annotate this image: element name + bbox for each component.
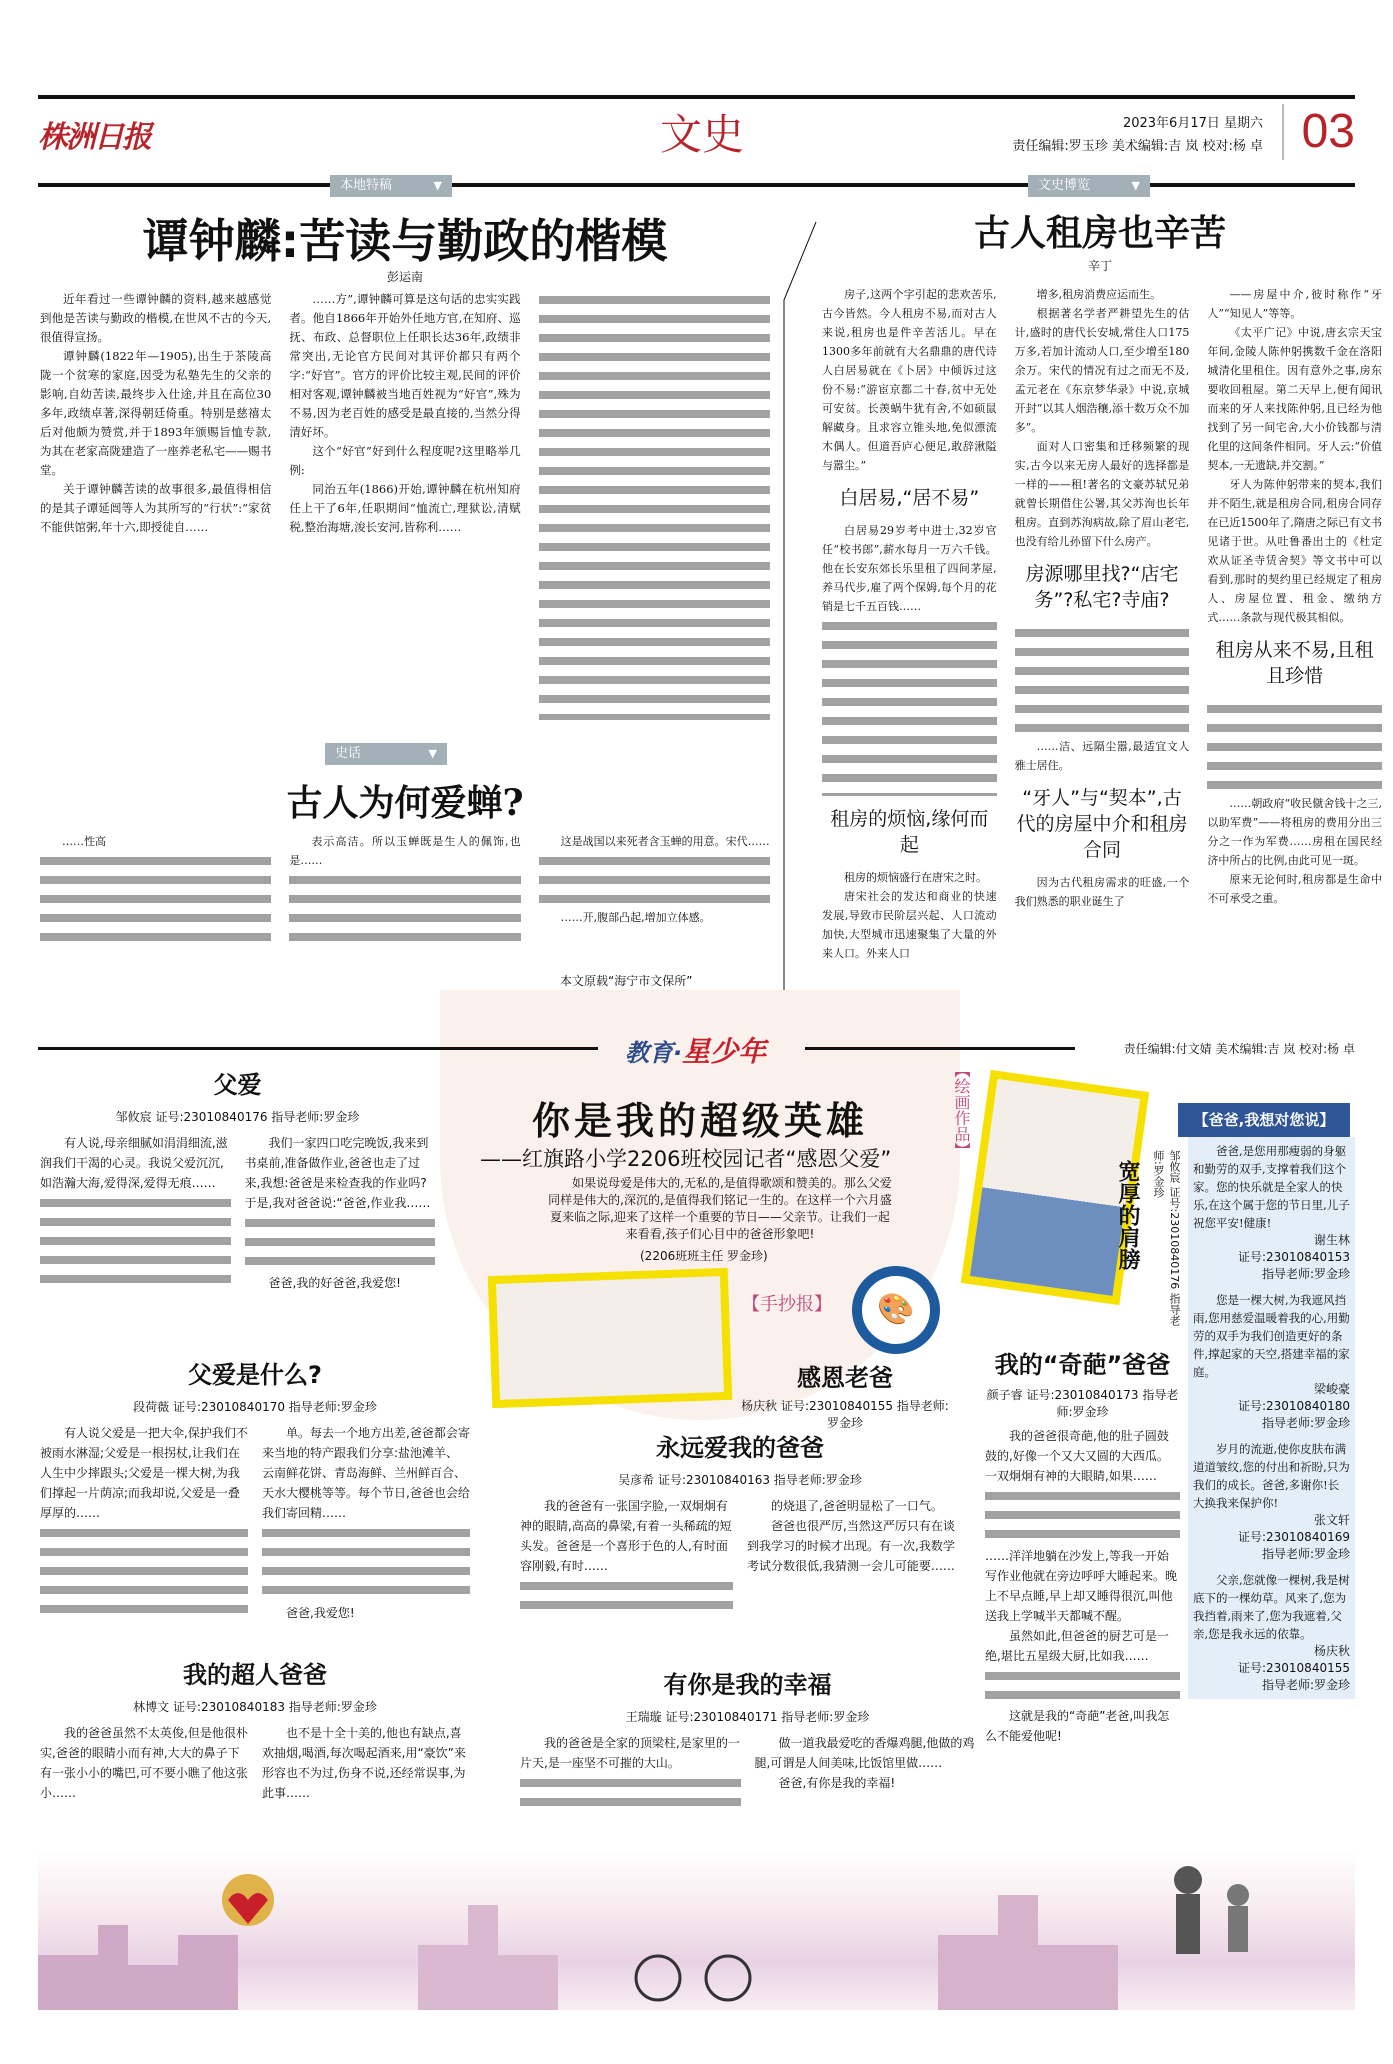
logo-text: 星少年 [682, 1035, 767, 1068]
story-title: 感恩老爸 [797, 1364, 893, 1392]
story-title: 永远爱我的爸爸 [656, 1434, 824, 1462]
section-title: 文史 [660, 110, 745, 159]
story-byline: 颜子睿 证号:23010840173 指导老师:罗金珍 [986, 1388, 1179, 1419]
paragraph: 租房的烦恼盛行在唐宋之时。 [844, 871, 987, 884]
paragraph: 同治五年(1866)开始,谭钟麟在杭州知府任上干了6年,任职期间“恤流亡,理狱讼,清赋税,整治海塘,浚长安河,皆称利…… [289, 482, 521, 534]
paragraph: 白居易29岁考中进士,32岁官任“校书郎”,薪水每月一万六千钱。他在长安东郊长乐里租了四间茅屋,养马代步,雇了两个保姆,每个月的花销是七千五百钱…… [822, 524, 997, 613]
messages-header: 【爸爸,我想对您说】 [1178, 1103, 1350, 1137]
column [1015, 285, 1190, 990]
paragraph: ……朝政府“收民僦舍钱十之三,以助军费”——将租房的费用分出三分之一作为军费……房租在国民经济中所占的比例,由此可见一斑。 [1207, 797, 1382, 867]
message-id: 证号:23010840180 [1237, 1399, 1350, 1413]
text-lines [985, 1486, 1180, 1546]
article-headline: 古人为何爱蝉? [286, 782, 524, 824]
paragraph: ……方”,谭钟麟可算是这句话的忠实实践者。他自1866年开始外任地方官,在知府、巡抚、布政、总督职位上任职长达36年,政绩非常突出,无论官方民间对其评价都只有两个字:“好官”。官方的评价比较主观,民间的评价相对客观,谭钟麟被当地百姓视为“好官”,殊为不易,因为老百姓的感受是最直接的,当然分得清好坏。 [289, 292, 521, 439]
paragraph: 面对人口密集和迁移频繁的现实,古今以来无房人最好的选择都是一样的——租!著名的文豪苏轼兄弟就曾长期借住公署,其父苏洵也长年租房。直到苏洵病故,除了眉山老宅,也没有给儿孙留下什么房产。 [1014, 440, 1190, 548]
section-rule [38, 1047, 598, 1050]
article-source: 本文原载“海宁市文保所” [560, 974, 693, 988]
feature-title: 你是我的超级英雄 [531, 1099, 868, 1143]
message-text: 父亲,您就像一棵树,我是树底下的一棵幼草。风来了,您为我挡着,雨来了,您为我遮着,父亲,您是我永远的依靠。 [1193, 1573, 1350, 1641]
paragraph: 关于谭钟麟苦读的故事很多,最值得相信的是其子谭延闿等人为其所写的“行状”:“家贫不能供馆粥,年十六,即授徒自…… [40, 482, 272, 534]
paragraph: 我的爸爸有一张国字脸,一双炯炯有神的眼睛,高高的鼻梁,有着一头稀疏的短头发。爸爸是一个喜形于色的人,有时面容刚毅,有时…… [520, 1499, 732, 1573]
paragraph: 唐宋社会的发达和商业的快速发展,导致市民阶层兴起、人口流动加快,大型城市迅速聚集了大量的外来人口。外来人口 [822, 890, 997, 960]
paragraph: 爸爸,我的好爸爸,我爱您! [268, 1276, 401, 1290]
paragraph: 爸爸,有你是我的幸福! [778, 1776, 896, 1790]
paragraph: 表示高洁。所以玉蝉既是生人的佩饰,也是…… [289, 835, 521, 867]
edu-logo [625, 1030, 766, 1070]
text-lines [1207, 699, 1382, 794]
paragraph: 这就是我的“奇葩”老爸,叫我怎么不能爱他呢! [985, 1709, 1170, 1743]
article-byline: 辛丁 [1087, 259, 1112, 273]
article-body [40, 832, 770, 962]
story-title: 父爱 [213, 1071, 262, 1099]
paragraph: ……开,腹部凸起,增加立体感。 [560, 911, 711, 924]
article-body [822, 285, 1382, 990]
triangle-down-icon: ▼ [428, 747, 437, 760]
message-item [1193, 1291, 1350, 1432]
paragraph: ——房屋中介,彼时称作“牙人”“知见人”等等。 [1207, 288, 1382, 320]
text-lines [262, 1523, 470, 1603]
story-byline: 杨庆秋 证号:23010840155 指导老师:罗金珍 [741, 1399, 949, 1430]
story [40, 1655, 470, 1803]
paragraph: 这是战国以来死者含玉蝉的用意。宋代…… [560, 835, 770, 848]
feature-subtitle: ——红旗路小学2206班校园记者“感恩父爱” [480, 1147, 892, 1171]
story-byline: 林博文 证号:23010840183 指导老师:罗金珍 [133, 1700, 377, 1714]
subheading: “牙人”与“契本”,古代的房屋中介和租房合同 [1016, 787, 1188, 861]
paragraph: 牙人为陈仲躬带来的契本,我们并不陌生,就是租房合同,租房合同存在已近1500年了,隋唐之际已有文书见诸于世。从吐鲁番出土的《杜定欢从证圣寺赁舍契》等文书中可以看到,那时的契约里已经规定了租房人、房屋位置、租金、缴纳方式……条款与现代极其相似。 [1207, 478, 1382, 624]
story-body [40, 1133, 435, 1293]
paragraph: ……性高 [62, 835, 106, 848]
paragraph: ……洋洋地躺在沙发上,等我一开始写作业他就在旁边呼呼大睡起来。晚上不早点睡,早上却又睡得很沉,叫他送我上学喊半天都喊不醒。 [985, 1549, 1178, 1623]
article-tag [330, 175, 452, 197]
story-byline: 王瑞璇 证号:23010840171 指导老师:罗金珍 [625, 1710, 870, 1724]
top-rule [38, 95, 1355, 99]
paragraph: 也不是十全十美的,他也有缺点,喜欢抽烟,喝酒,每次喝起酒来,用“豪饮”来形容也不为过,伤身不说,还经常误事,为此事…… [262, 1726, 466, 1800]
paragraph: 近年看过一些谭钟麟的资料,越来越感觉到他是苦读与勤政的楷模,在世风不古的今天,很值得宣扬。 [40, 292, 272, 344]
story-body [40, 1723, 470, 1803]
messages-panel [1188, 1137, 1355, 1699]
paragraph: 房子,这两个字引起的悲欢苦乐,古今皆然。今人租房不易,而对古人来说,租房也是件辛苦活儿。早在1300多年前就有大名鼎鼎的唐代诗人白居易就在《卜居》中倾诉过这份不易:“游宦京都二十春,贫中无处可安贫。长羡蜗牛犹有舍,不如硕鼠解藏身。且求容立锥头地,免似漂流木偶人。但道吾庐心便足,敢辞湫隘与嚣尘。” [822, 288, 997, 472]
paragraph: 原来无论何时,租房都是生命中不可承受之重。 [1207, 873, 1382, 905]
story [520, 1665, 975, 1813]
story-byline: 吴彦希 证号:23010840163 指导老师:罗金珍 [618, 1473, 862, 1487]
page-editors: 责任编辑:罗玉珍 美术编辑:吉 岚 校对:杨 卓 [1012, 139, 1263, 154]
column-divider [780, 220, 820, 1000]
message-teacher: 指导老师:罗金珍 [1261, 1416, 1350, 1430]
handmade-newspaper-image [488, 1268, 732, 1408]
message-item [1193, 1571, 1350, 1694]
column [1207, 285, 1382, 990]
paragraph: 做一道我最爱吃的香爆鸡腿,他做的鸡腿,可谓是人间美味,比饭馆里做…… [754, 1736, 975, 1770]
paper-logo: 株洲日报 [38, 120, 150, 155]
paragraph: 虽然如此,但爸爸的厨艺可是一绝,堪比五星级大厨,比如我…… [985, 1629, 1169, 1663]
story-body [520, 1496, 960, 1616]
column [539, 290, 770, 720]
column [289, 832, 520, 962]
subheading: 租房从来不易,且租且珍惜 [1215, 639, 1374, 687]
handmade-label: 【手抄报】 [742, 1294, 832, 1315]
message-name: 梁峻豪 [1313, 1382, 1350, 1396]
story-title: 我的“奇葩”爸爸 [994, 1351, 1171, 1379]
section-rule [805, 1047, 1075, 1050]
paragraph: 单。每去一个地方出差,爸爸都会寄来当地的特产跟我们分享:盐池滩羊、云南鲜花饼、青岛海鲜、兰州鲜百合、天水大樱桃等等。每个节日,爸爸也会给我们寄回精…… [262, 1426, 470, 1520]
article-byline: 彭运南 [386, 270, 423, 284]
text-lines [289, 870, 520, 946]
paragraph: 谭钟麟(1822年—1905),出生于茶陵高陇一个贫寒的家庭,因受为私塾先生的父亲的影响,自幼苦读,最终步入仕途,并且在高位30多年,政绩卓著,深得朝廷倚重。特别是慈禧太后对他颇为赞赏,并于1893年颁赐旨恤专款,为其在老家高陇建造了一座养老私宅——赐书堂。 [40, 349, 272, 477]
story-body [985, 1426, 1180, 1746]
paragraph: 有人说父爱是一把大伞,保护我们不被雨水淋湿;父爱是一根拐杖,让我们在人生中少摔跟头;父爱是一棵大树,为我们撑起一片荫凉;而我却说,父爱是一叠厚厚的…… [40, 1426, 248, 1520]
school-seal-icon: 🎨 [852, 1266, 940, 1354]
story-byline: 邹攸宸 证号:23010840176 指导老师:罗金珍 [115, 1110, 360, 1124]
family-silhouette-icon [38, 1850, 1355, 2010]
paragraph: ……洁、远隔尘嚣,最适宜文人雅士居住。 [1014, 740, 1190, 772]
subheading: 租房的烦恼,缘何而起 [830, 808, 989, 856]
message-text: 您是一棵大树,为我遮风挡雨,您用慈爱温暖着我的心,用勤劳的双手为我们创造更好的条件,撑起家的天空,搭建幸福的家庭。 [1193, 1293, 1350, 1379]
story [520, 1428, 960, 1616]
column [822, 285, 997, 990]
article-body [40, 290, 770, 720]
paragraph: 我的爸爸虽然不太英俊,但是他很朴实,爸爸的眼睛小而有神,大大的鼻子下有一张小小的嘴巴,可不要小瞧了他这张小…… [40, 1726, 248, 1800]
painting-credit: 邹攸宸 证号:23010840176 指导老师:罗金珍 [1152, 1150, 1181, 1326]
decorative-skyline-illustration [38, 1850, 1355, 2010]
tag-label: 史话 [335, 746, 362, 761]
text-lines [245, 1213, 436, 1273]
story-title: 有你是我的幸福 [663, 1671, 832, 1699]
edu-editors: 责任编辑:付文婧 美术编辑:吉 岚 校对:杨 卓 [1123, 1042, 1355, 1056]
subheading: 白居易,“居不易” [839, 487, 980, 509]
message-name: 张文轩 [1313, 1513, 1350, 1527]
paragraph: 有人说,母亲细腻如涓涓细流,滋润我们干渴的心灵。我说父爱沉沉,如浩瀚大海,爱得深,爱得无痕…… [40, 1136, 228, 1190]
message-teacher: 指导老师:罗金珍 [1261, 1678, 1350, 1692]
message-item [1193, 1440, 1350, 1563]
paragraph: 我们一家四口吃完晚饭,我来到书桌前,准备做作业,爸爸也走了过来,我想:爸爸是来检查我的作业吗?于是,我对爸爸说:“爸爸,作业我…… [244, 1136, 431, 1210]
painting-title: 宽厚的肩膀 [1115, 1160, 1140, 1270]
paragraph: 根据著名学者严耕望先生的估计,盛时的唐代长安城,常住人口175万多,若加计流动人口,至少增至180余万。宋代的情况有过之而无不及,孟元老在《东京梦华录》中说,京城开封“以其人烟浩穰,添十数万众不加多”。 [1014, 307, 1190, 434]
paragraph: 《太平广记》中说,唐玄宗天宝年间,金陵人陈仲躬携数千金在洛阳城清化里租住。因有意外之事,房东要收回租屋。第二天早上,便有闻讯而来的牙人来找陈仲躬,且已经为他找到了另一间宅舍,大小价钱都与清化里的这间条件相同。牙人云:“价值契本,一无遗缺,并交割。” [1207, 326, 1382, 472]
paragraph: 我的爸爸是全家的顶梁柱,是家里的一片天,是一座坚不可摧的大山。 [520, 1736, 740, 1770]
story [985, 1345, 1180, 1746]
tag-label: 本地特稿 [340, 178, 393, 193]
story [40, 1065, 435, 1293]
message-id: 证号:23010840155 [1237, 1661, 1350, 1675]
subheading: 房源哪里找?“店宅务”?私宅?寺庙? [1025, 563, 1179, 611]
paragraph: 因为古代租房需求的旺盛,一个我们熟悉的职业诞生了 [1014, 876, 1190, 908]
column [539, 832, 770, 962]
text-lines [1015, 623, 1190, 737]
story-title: 我的超人爸爸 [183, 1661, 327, 1689]
message-id: 证号:23010840153 [1237, 1250, 1350, 1264]
logo-text: 教育· [625, 1039, 683, 1067]
paragraph: 我的爸爸很奇葩,他的肚子圆鼓鼓的,好像一个又大又圆的大西瓜。一双炯炯有神的大眼睛,如果…… [985, 1429, 1169, 1483]
message-item [1193, 1142, 1350, 1283]
message-name: 杨庆秋 [1313, 1644, 1350, 1658]
text-lines [520, 1576, 733, 1616]
paragraph: 的烧退了,爸爸明显松了一口气。 [771, 1499, 943, 1513]
tag-label: 文史博览 [1038, 178, 1091, 193]
story [40, 1355, 470, 1623]
text-lines [40, 1193, 231, 1293]
text-lines [539, 851, 770, 908]
story-byline: 段荷薇 证号:23010840170 指导老师:罗金珍 [133, 1400, 377, 1414]
text-lines [40, 851, 271, 946]
paragraph: 增多,租房消费应运而生。 [1036, 288, 1162, 301]
text-lines [40, 1523, 248, 1623]
message-teacher: 指导老师:罗金珍 [1261, 1547, 1350, 1561]
column [40, 832, 271, 962]
article-headline: 谭钟麟:苦读与勤政的楷模 [142, 214, 668, 268]
story-body [40, 1423, 470, 1623]
article-headline: 古人租房也辛苦 [973, 212, 1226, 254]
text-lines [985, 1666, 1180, 1706]
message-text: 岁月的流逝,使你皮肤布满道道皱纹,您的付出和祈盼,只为我们的成长。爸爸,多谢你!长大换我来保护你! [1193, 1442, 1350, 1510]
paragraph: 爸爸,我爱您! [286, 1606, 355, 1620]
intro-signature: (2206班班主任 罗金珍) [640, 1249, 768, 1263]
text-lines [520, 1773, 741, 1813]
column [40, 290, 271, 720]
message-id: 证号:23010840169 [1237, 1530, 1350, 1544]
painting-label: 【绘画作品】 [952, 1062, 971, 1158]
story-body [520, 1733, 975, 1813]
triangle-down-icon: ▼ [433, 179, 442, 192]
text-lines [539, 290, 770, 720]
page-number: 03 [1282, 104, 1355, 160]
message-teacher: 指导老师:罗金珍 [1261, 1267, 1350, 1281]
story-title: 父爱是什么? [188, 1361, 322, 1389]
message-name: 谢生林 [1313, 1233, 1350, 1247]
story [740, 1358, 950, 1431]
text-lines [822, 616, 997, 796]
article-tag [325, 743, 447, 765]
paragraph: 这个“好官”好到什么程度呢?这里略举几例: [289, 444, 521, 477]
feature-intro: 如果说母爱是伟大的,无私的,是值得歌颂和赞美的。那么父爱同样是伟大的,深沉的,是值得我们铭记一生的。在这样一个六月盛夏来临之际,迎来了这样一个重要的节日——父亲节。让我们一起来看看,孩子们心目中的爸爸形象吧! [548, 1176, 892, 1241]
column [289, 290, 520, 720]
message-text: 爸爸,是您用那瘦弱的身躯和勤劳的双手,支撑着我们这个家。您的快乐就是全家人的快乐,在这个属于您的节日里,儿子祝您平安!健康! [1193, 1144, 1350, 1230]
paragraph: 爸爸也很严厉,当然这严厉只有在谈到我学习的时候才出现。有一次,我数学考试分数很低,我猜测一会儿可能要…… [747, 1519, 955, 1573]
article-tag [1028, 175, 1150, 197]
issue-date: 2023年6月17日 星期六 [1122, 116, 1263, 131]
header-rule [38, 183, 1355, 187]
triangle-down-icon: ▼ [1131, 179, 1140, 192]
